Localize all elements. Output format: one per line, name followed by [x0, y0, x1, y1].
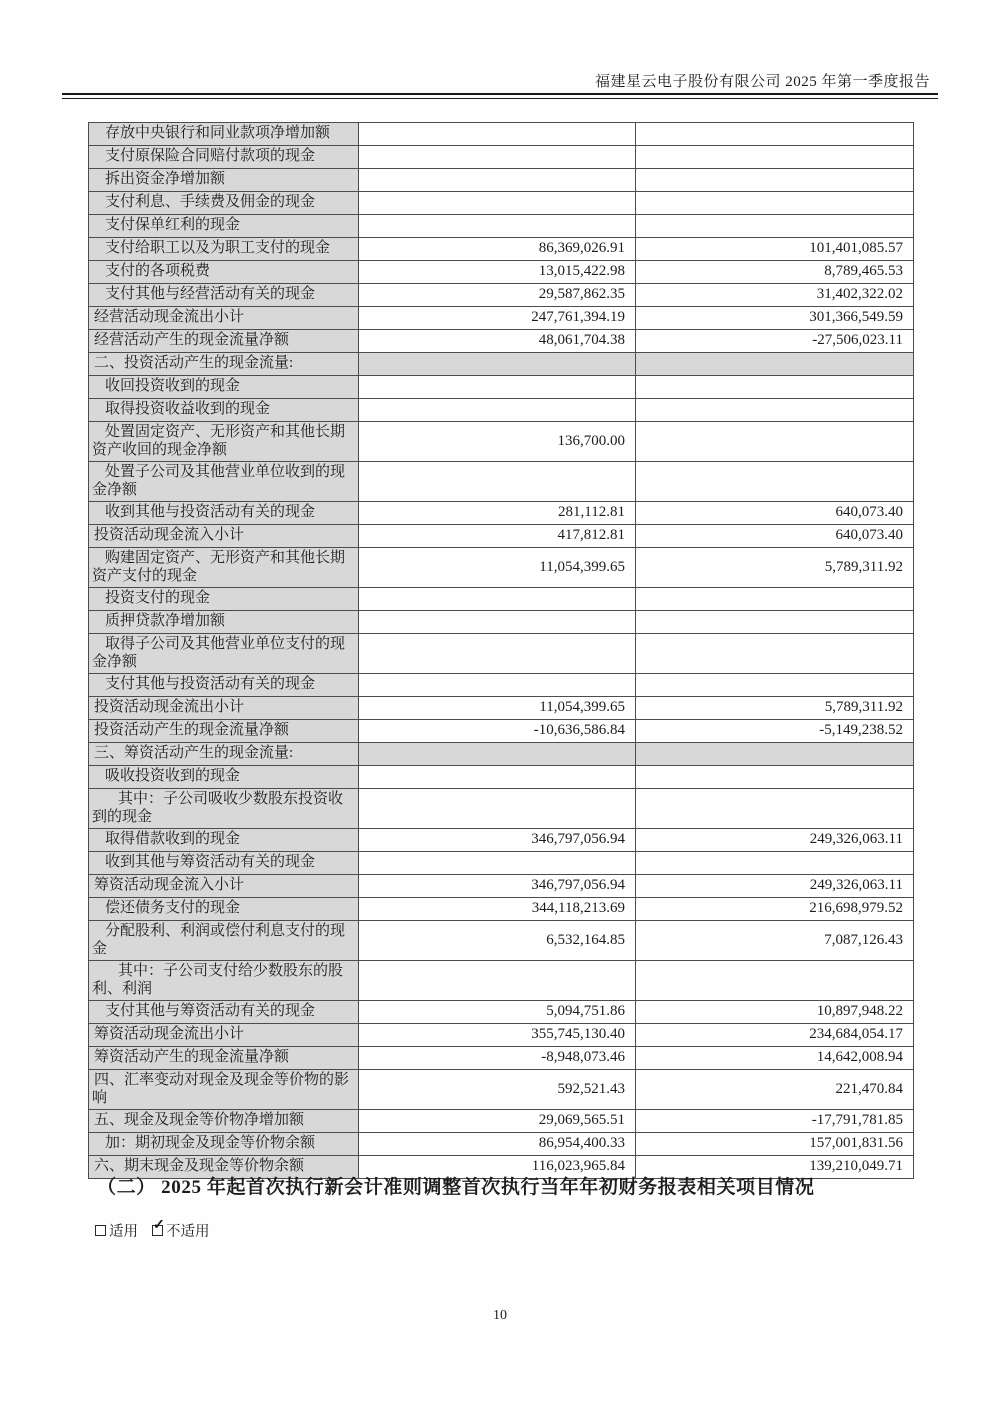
row-value-prior-period [636, 611, 914, 634]
row-value-prior-period: -5,149,238.52 [636, 720, 914, 743]
row-value-current-period [359, 169, 636, 192]
row-value-prior-period [636, 422, 914, 462]
row-value-current-period [359, 634, 636, 674]
row-value-current-period [359, 674, 636, 697]
table-row [89, 284, 914, 307]
row-label-cell [89, 376, 359, 399]
row-label: 六、期末现金及现金等价物余额 [94, 1158, 305, 1175]
row-value-prior-period: 157,001,831.56 [636, 1133, 914, 1156]
table-row [89, 1070, 914, 1110]
table-row [89, 1047, 914, 1070]
row-value-current-period [359, 588, 636, 611]
row-value-current-period: 86,369,026.91 [359, 238, 636, 261]
table-row [89, 852, 914, 875]
row-label-cell [89, 1070, 359, 1110]
table-row [89, 215, 914, 238]
row-value-prior-period [636, 169, 914, 192]
row-value-prior-period: 8,789,465.53 [636, 261, 914, 284]
table-row [89, 376, 914, 399]
table-row [89, 588, 914, 611]
row-label-cell [89, 875, 359, 898]
row-value-current-period [359, 123, 636, 146]
row-label: 支付给职工以及为职工支付的现金 [105, 240, 331, 257]
row-label-cell [89, 852, 359, 875]
row-label-cell [89, 192, 359, 215]
row-label-cell [89, 525, 359, 548]
row-value-current-period [359, 192, 636, 215]
row-value-prior-period: 5,789,311.92 [636, 697, 914, 720]
table-row [89, 548, 914, 588]
row-value-prior-period: -17,791,781.85 [636, 1110, 914, 1133]
row-label: 存放中央银行和同业款项净增加额 [105, 125, 331, 142]
row-label: 其中：子公司支付给少数股东的股利、利润 [92, 963, 344, 997]
row-value-prior-period [636, 123, 914, 146]
row-value-prior-period: 101,401,085.57 [636, 238, 914, 261]
row-value-prior-period [636, 462, 914, 502]
row-value-prior-period: 14,642,008.94 [636, 1047, 914, 1070]
row-value-prior-period [636, 961, 914, 1001]
row-label-cell [89, 697, 359, 720]
table-row [89, 875, 914, 898]
row-value-prior-period: 249,326,063.11 [636, 829, 914, 852]
row-value-prior-period [636, 192, 914, 215]
row-label-cell [89, 502, 359, 525]
checkbox-unchecked-icon[interactable] [95, 1225, 106, 1236]
row-value-current-period: 344,118,213.69 [359, 898, 636, 921]
row-label-cell [89, 399, 359, 422]
not-applicable-label: 不适用 [166, 1224, 210, 1240]
row-label-cell [89, 789, 359, 829]
report-header-title: 福建星云电子股份有限公司 2025 年第一季度报告 [594, 74, 930, 90]
row-label-cell [89, 720, 359, 743]
row-label-cell [89, 169, 359, 192]
row-label: 投资支付的现金 [105, 590, 211, 607]
row-label-cell [89, 588, 359, 611]
table-row [89, 611, 914, 634]
row-label: 收到其他与投资活动有关的现金 [105, 504, 316, 521]
row-label-cell [89, 898, 359, 921]
table-row [89, 720, 914, 743]
row-value-current-period: 116,023,965.84 [359, 1156, 636, 1179]
row-label-cell [89, 462, 359, 502]
row-value-prior-period [636, 789, 914, 829]
row-value-prior-period: 640,073.40 [636, 502, 914, 525]
row-value-current-period: 11,054,399.65 [359, 697, 636, 720]
row-value-current-period [359, 376, 636, 399]
checkbox-checked-icon[interactable] [152, 1218, 165, 1236]
row-label-cell [89, 123, 359, 146]
table-row [89, 502, 914, 525]
row-label: 投资活动现金流入小计 [94, 527, 245, 544]
row-label: 二、投资活动产生的现金流量: [94, 355, 294, 372]
row-label: 收回投资收到的现金 [105, 378, 241, 395]
row-value-prior-period [636, 766, 914, 789]
row-value-current-period: 346,797,056.94 [359, 829, 636, 852]
row-value-prior-period [636, 146, 914, 169]
row-value-prior-period: 31,402,322.02 [636, 284, 914, 307]
row-label: 购建固定资产、无形资产和其他长期资产支付的现金 [92, 550, 346, 584]
row-value-prior-period: 234,684,054.17 [636, 1024, 914, 1047]
row-label: 支付其他与经营活动有关的现金 [105, 286, 316, 303]
check-mark-icon: ✓ [153, 1218, 165, 1233]
row-label-cell [89, 548, 359, 588]
row-label: 处置固定资产、无形资产和其他长期资产收回的现金净额 [92, 424, 346, 458]
row-value-prior-period: 221,470.84 [636, 1070, 914, 1110]
row-value-prior-period: 139,210,049.71 [636, 1156, 914, 1179]
row-label-cell [89, 611, 359, 634]
table-row [89, 353, 914, 376]
row-label-cell [89, 238, 359, 261]
row-value-current-period [359, 146, 636, 169]
row-label: 支付利息、手续费及佣金的现金 [105, 194, 316, 211]
table-row [89, 330, 914, 353]
row-label: 支付原保险合同赔付款项的现金 [105, 148, 316, 165]
row-value-current-period: 48,061,704.38 [359, 330, 636, 353]
row-label: 支付的各项税费 [105, 263, 211, 280]
row-label: 筹资活动现金流出小计 [94, 1026, 245, 1043]
table-row [89, 462, 914, 502]
row-value-prior-period: -27,506,023.11 [636, 330, 914, 353]
row-value-current-period: 281,112.81 [359, 502, 636, 525]
row-label-cell [89, 743, 359, 766]
table-row [89, 399, 914, 422]
row-label-cell [89, 284, 359, 307]
row-value-current-period: -8,948,073.46 [359, 1047, 636, 1070]
table-row [89, 921, 914, 961]
row-label-cell [89, 829, 359, 852]
row-value-current-period: 355,745,130.40 [359, 1024, 636, 1047]
applicable-label: 适用 [109, 1224, 138, 1240]
row-value-current-period: 13,015,422.98 [359, 261, 636, 284]
row-value-current-period: 6,532,164.85 [359, 921, 636, 961]
row-value-current-period [359, 353, 636, 376]
row-label: 收到其他与筹资活动有关的现金 [105, 854, 316, 871]
table-row [89, 1133, 914, 1156]
row-label-cell [89, 146, 359, 169]
table-row [89, 829, 914, 852]
not-applicable-option[interactable] [152, 1220, 210, 1241]
header-divider [62, 93, 938, 99]
row-label: 支付其他与筹资活动有关的现金 [105, 1003, 316, 1020]
row-label-cell [89, 307, 359, 330]
row-value-current-period [359, 766, 636, 789]
table-row [89, 743, 914, 766]
row-label: 处置子公司及其他营业单位收到的现金净额 [92, 464, 346, 498]
row-label: 加：期初现金及现金等价物余额 [105, 1135, 316, 1152]
row-label: 吸收投资收到的现金 [105, 768, 241, 785]
row-value-current-period: 11,054,399.65 [359, 548, 636, 588]
row-label: 质押贷款净增加额 [105, 613, 226, 630]
row-label: 经营活动现金流出小计 [94, 309, 245, 326]
table-row [89, 238, 914, 261]
page-number: 10 [493, 1308, 507, 1323]
cash-flow-table [88, 122, 914, 1179]
applicable-option[interactable] [95, 1220, 138, 1241]
row-label-cell [89, 1110, 359, 1133]
applicability-row [95, 1220, 210, 1241]
row-label: 四、汇率变动对现金及现金等价物的影响 [92, 1072, 350, 1106]
row-value-prior-period [636, 743, 914, 766]
row-label-cell [89, 1133, 359, 1156]
row-label: 取得借款收到的现金 [105, 831, 241, 848]
row-value-prior-period [636, 674, 914, 697]
table-row [89, 766, 914, 789]
row-label: 五、现金及现金等价物净增加额 [94, 1112, 305, 1129]
row-value-prior-period [636, 376, 914, 399]
row-value-current-period [359, 611, 636, 634]
row-value-prior-period: 249,326,063.11 [636, 875, 914, 898]
table-row [89, 634, 914, 674]
row-label-cell [89, 422, 359, 462]
table-row [89, 123, 914, 146]
row-value-prior-period [636, 852, 914, 875]
row-label-cell [89, 261, 359, 284]
row-label-cell [89, 1001, 359, 1024]
row-label-cell [89, 766, 359, 789]
row-value-current-period: -10,636,586.84 [359, 720, 636, 743]
table-row [89, 169, 914, 192]
table-row [89, 525, 914, 548]
row-label: 支付其他与投资活动有关的现金 [105, 676, 316, 693]
row-value-prior-period: 7,087,126.43 [636, 921, 914, 961]
row-value-current-period: 247,761,394.19 [359, 307, 636, 330]
row-value-prior-period [636, 588, 914, 611]
row-value-current-period [359, 961, 636, 1001]
row-label-cell [89, 353, 359, 376]
row-label: 三、筹资活动产生的现金流量: [94, 745, 294, 762]
row-value-prior-period [636, 353, 914, 376]
row-value-prior-period: 216,698,979.52 [636, 898, 914, 921]
row-label: 分配股利、利润或偿付利息支付的现金 [92, 923, 346, 957]
row-value-prior-period [636, 634, 914, 674]
row-label-cell [89, 215, 359, 238]
row-label-cell [89, 1024, 359, 1047]
row-value-prior-period: 10,897,948.22 [636, 1001, 914, 1024]
row-value-prior-period [636, 399, 914, 422]
table-row [89, 261, 914, 284]
row-label-cell [89, 921, 359, 961]
row-value-current-period: 5,094,751.86 [359, 1001, 636, 1024]
row-value-current-period [359, 852, 636, 875]
row-label: 筹资活动现金流入小计 [94, 877, 245, 894]
row-label: 拆出资金净增加额 [105, 171, 226, 188]
table-row [89, 307, 914, 330]
row-value-current-period [359, 399, 636, 422]
row-value-prior-period: 301,366,549.59 [636, 307, 914, 330]
table-row [89, 697, 914, 720]
row-value-prior-period: 5,789,311.92 [636, 548, 914, 588]
row-value-current-period [359, 789, 636, 829]
table-row [89, 1024, 914, 1047]
row-label: 支付保单红利的现金 [105, 217, 241, 234]
row-label: 经营活动产生的现金流量净额 [94, 332, 290, 349]
table-row [89, 674, 914, 697]
row-value-current-period [359, 462, 636, 502]
row-value-current-period [359, 743, 636, 766]
row-value-current-period: 86,954,400.33 [359, 1133, 636, 1156]
row-label: 投资活动现金流出小计 [94, 699, 245, 716]
table-row [89, 789, 914, 829]
row-label-cell [89, 634, 359, 674]
row-value-current-period: 346,797,056.94 [359, 875, 636, 898]
row-label-cell [89, 330, 359, 353]
row-label: 偿还债务支付的现金 [105, 900, 241, 917]
row-value-current-period: 592,521.43 [359, 1070, 636, 1110]
table-row [89, 898, 914, 921]
table-row [89, 961, 914, 1001]
row-value-current-period [359, 215, 636, 238]
row-label-cell [89, 961, 359, 1001]
row-label: 筹资活动产生的现金流量净额 [94, 1049, 290, 1066]
row-label: 取得子公司及其他营业单位支付的现金净额 [92, 636, 346, 670]
row-value-prior-period: 640,073.40 [636, 525, 914, 548]
row-label-cell [89, 674, 359, 697]
row-value-prior-period [636, 215, 914, 238]
table-row [89, 192, 914, 215]
row-value-current-period: 29,587,862.35 [359, 284, 636, 307]
row-label: 其中：子公司吸收少数股东投资收到的现金 [92, 791, 344, 825]
row-label-cell [89, 1047, 359, 1070]
row-value-current-period: 136,700.00 [359, 422, 636, 462]
row-label: 取得投资收益收到的现金 [105, 401, 271, 418]
table-row [89, 1001, 914, 1024]
table-row [89, 146, 914, 169]
row-value-current-period: 417,812.81 [359, 525, 636, 548]
row-value-current-period: 29,069,565.51 [359, 1110, 636, 1133]
table-row [89, 1110, 914, 1133]
row-label: 投资活动产生的现金流量净额 [94, 722, 290, 739]
section-heading: （二） 2025 年起首次执行新会计准则调整首次执行当年年初财务报表相关项目情况 [97, 1177, 815, 1198]
table-row [89, 422, 914, 462]
